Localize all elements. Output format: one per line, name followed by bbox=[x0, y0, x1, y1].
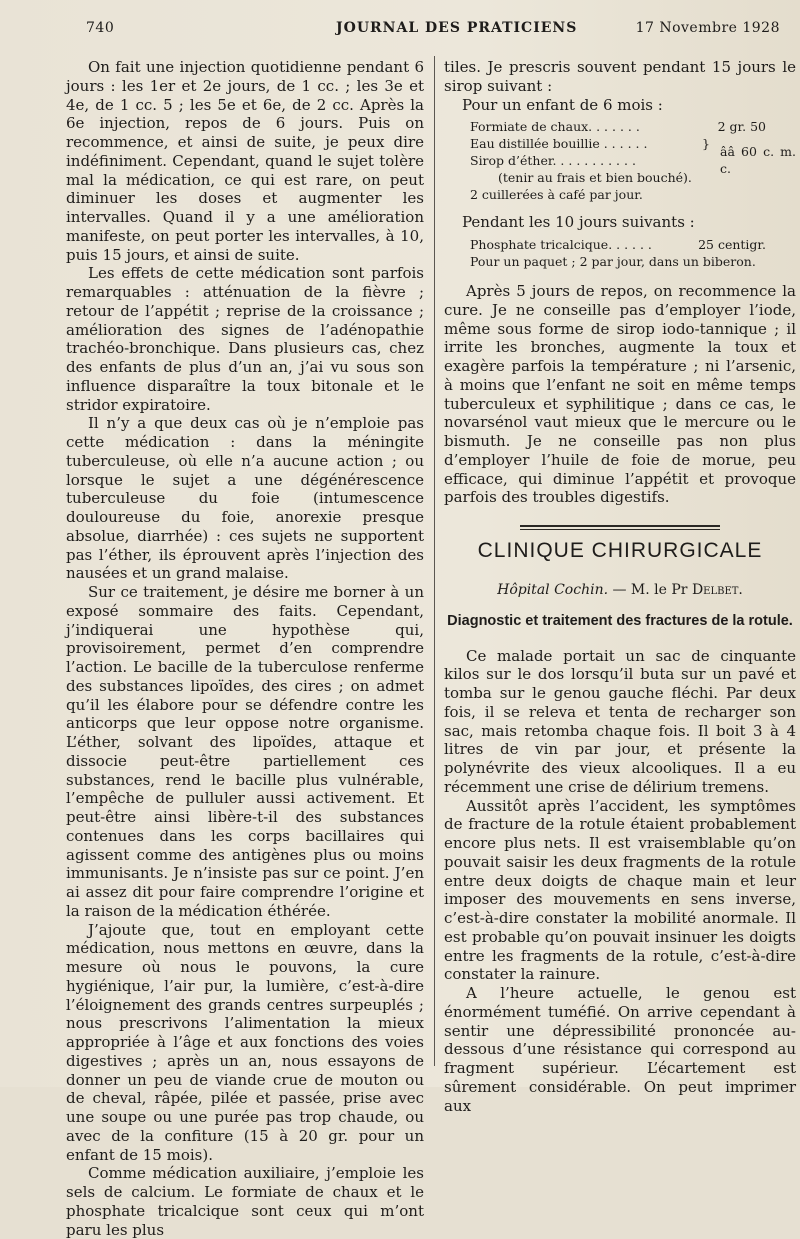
paragraph: Après 5 jours de repos, on recommence la cure. Je ne conseille pas d’employer l’iode, même sous forme de sirop iodo-tannique ; il irrite les bronches, augmente la toux et exagère parfois la température ; ni l’arsenic, à moins que l’enfant ne soit en même temps tuberculeux et syphilitique ; dans ce cas, le novarsénol vaut mieux que le mercure ou le bismuth. Je ne conseille pas non plus d’employer l’huile de foie de morue, peu efficace, qui diminue l’appétit et provoque parfois des troubles digestifs. bbox=[444, 282, 796, 507]
paragraph: On fait une injection quotidienne pendant 6 jours : les 1er et 2e jours, de 1 cc. ; les 3e et 4e, de 1 cc. 5 ; les 5e et 6e, de 2 cc. Après la 6e injection, repos de 6 jours. Puis on recommence, et ainsi de suite, je peux dire indéfiniment. Cependant, quand le sujet tolère mal la médication, ce qui est rare, on peut diminuer les doses et augmenter les intervalles. Quand il y a une amélioration manifeste, on peut porter les intervalles, à 10, puis 15 jours, et ainsi de suite. bbox=[66, 58, 424, 264]
paragraph: Il n’y a que deux cas où je n’emploie pas cette médication : dans la méningite tuberculeuse, où elle n’a aucune action ; ou lorsque le sujet a une dégénérescence tuberculeuse du foie (intumescence douloureuse du foie, anorexie presque absolue, diarrhée) : ces sujets ne supportent pas l’éther, ils éprouvent après l’injection des nausées et un grand malaise. bbox=[66, 414, 424, 583]
prescription-dose: 2 cuillerées à café par jour. bbox=[470, 187, 643, 203]
prescription-1 bbox=[444, 118, 796, 203]
paragraph: Sur ce traitement, je désire me borner à un exposé sommaire des faits. Cependant, j’indiquerai une hypothèse qui, provisoirement, permet d’en comprendre l’action. Le bacille de la tuberculose renferme des substances lipoïdes, des cires ; on admet qu’il les élabore pour se défendre contre les anticorps que leur oppose notre organisme. L’éther, solvant des lipoïdes, attaque et dissocie peut-être partiellement ces substances, rend le bacille plus vulnérable, l’empêche de pulluler aussi activement. Et peut-être ainsi libère-t-il des substances contenues dans les corps bacillaires qui agissent comme des antigènes plus ou moins immunisants. Je n’insiste pas sur ce point. J’en ai assez dit pour faire comprendre l’origine et la raison de la médication éthérée. bbox=[66, 583, 424, 920]
hospital-line: Hôpital Cochin. — M. le Pr Delbet. bbox=[497, 581, 743, 598]
paragraph: Comme médication auxiliaire, j’emploie les sels de calcium. Le formiate de chaux et le phosphate tricalcique sont ceux qui m’ont paru les plus bbox=[66, 1164, 424, 1239]
paragraph: A l’heure actuelle, le genou est énormément tuméfié. On arrive cependant à sentir une dépressibilité prononcée au-dessous d’une résistance qui correspond au fragment supérieur. L’écartement est sûrement considérable. On peut imprimer aux bbox=[444, 984, 796, 1115]
prescription-line: Phosphate tricalcique. . . . . . 25 centigr. bbox=[470, 237, 766, 252]
paragraph: Aussitôt après l’accident, les symptômes de fracture de la rotule étaient probablement encore plus nets. Il est vraisemblable qu’on pouvait saisir les deux fragments de la rotule entre deux doigts de chaque main et leur imposer des mouvements en sens inverse, c’est-à-dire constater la mobilité anormale. Il est probable qu’on pouvait insinuer les doigts entre les fragments de la rotule, c’est-à-dire constater la rainure. bbox=[444, 796, 796, 984]
paragraph: Ce malade portait un sac de cinquante kilos sur le dos lorsqu’il buta sur un pavé et tomba sur le genou gauche fléchi. Par deux fois, il se releva et tenta de recharger son sac, mais retomba chaque fois. Il boit 3 à 4 litres de vin par jour, et présente la polynévrite des vieux alcooliques. Il a eu récemment une crise de délirium tremens. bbox=[444, 646, 796, 796]
prescription-intro: Pendant les 10 jours suivants : bbox=[462, 213, 695, 232]
prescription-line: Sirop d’éther. . . . . . . . . . . bbox=[470, 153, 636, 169]
prescription-note: (tenir au frais et bien bouché). bbox=[498, 170, 692, 186]
running-header bbox=[86, 20, 780, 42]
section-title: CLINIQUE CHIRURGICALE bbox=[477, 539, 763, 562]
article-subtitle: Diagnostic et traitement des fractures de la rotule. bbox=[447, 612, 793, 629]
page-number: 740 bbox=[86, 20, 115, 36]
prescription-2 bbox=[444, 236, 796, 270]
right-column bbox=[444, 58, 796, 1115]
prescription-intro: Pour un enfant de 6 mois : bbox=[462, 95, 663, 114]
issue-date: 17 Novembre 1928 bbox=[635, 20, 780, 36]
prescription-line: Formiate de chaux. . . . . . . 2 gr. 50 bbox=[470, 119, 766, 135]
paragraph: Les effets de cette médication sont parfois remarquables : atténuation de la fièvre ; retour de l’appétit ; reprise de la croissance ; amélioration des signes de l’adénopathie trachéo-bronchique. Dans plusieurs cas, chez des enfants de plus d’un an, j’ai vu sous son influence disparaître la toux bitonale et le stridor expiratoire. bbox=[66, 264, 424, 414]
column-divider bbox=[434, 56, 435, 1066]
prescription-line: Eau distillée bouillie . . . . . . } ââ 60 c. m. c. bbox=[470, 136, 796, 177]
journal-title: JOURNAL DES PRATICIENS bbox=[336, 20, 578, 36]
left-column bbox=[66, 58, 424, 1239]
paragraph-continuation: tiles. Je prescris souvent pendant 15 jours le sirop suivant : bbox=[444, 58, 796, 95]
section-divider bbox=[520, 525, 720, 530]
paragraph: J’ajoute que, tout en employant cette médication, nous mettons en œuvre, dans la mesure où nous le pouvons, la cure hygiénique, l’air pur, la lumière, c’est-à-dire l’éloignement des grands centres surpeuplés ; nous prescrivons l’alimentation la mieux appropriée à l’âge et aux fonctions des voies digestives ; après un an, nous essayons de donner un peu de viande crue de mouton ou de cheval, râpée, pilée et passée, prise avec une soupe ou une purée pas trop chaude, ou avec de la confiture (15 à 20 gr. pour un enfant de 15 mois). bbox=[66, 920, 424, 1164]
prescription-dose: Pour un paquet ; 2 par jour, dans un biberon. bbox=[470, 254, 756, 269]
